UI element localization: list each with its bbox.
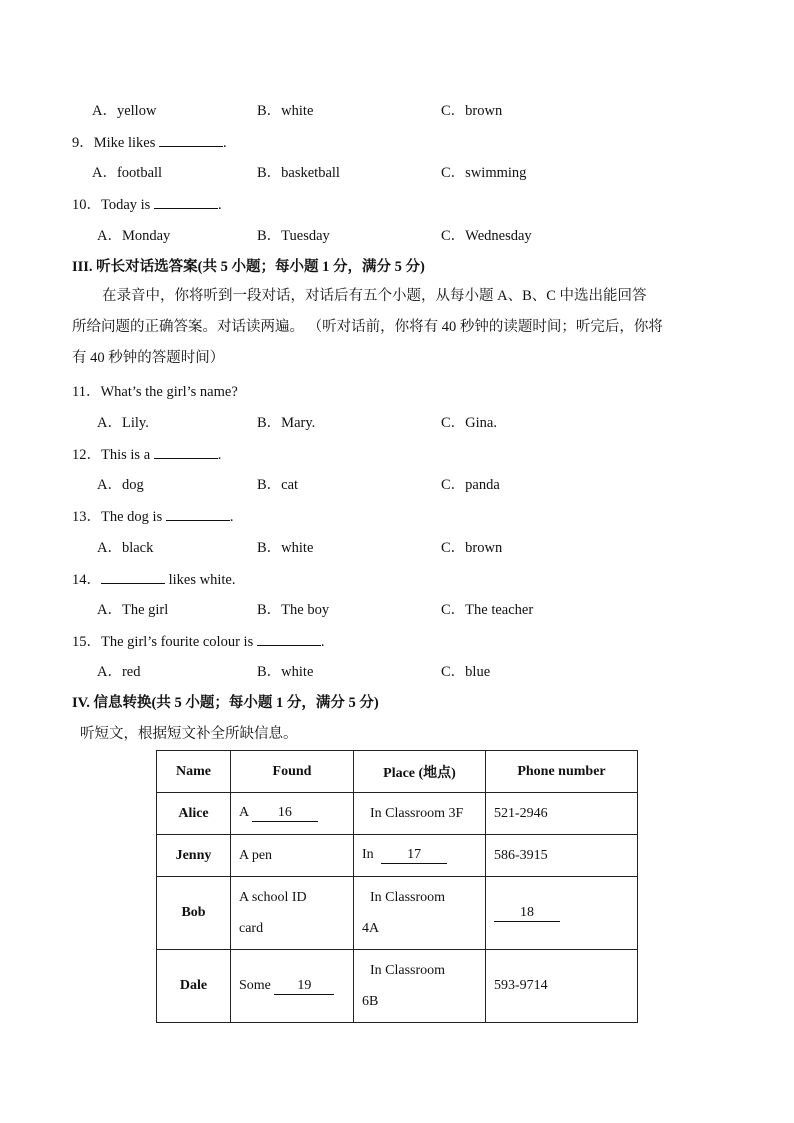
section-3-title: III. 听长对话选答案(共 5 小题；每小题 1 分，满分 5 分) <box>72 259 425 275</box>
place-line-2: 6B <box>362 994 379 1009</box>
found-prefix: A <box>239 805 249 820</box>
q14-stem-number: 14． <box>72 572 101 588</box>
q12-answer-blank <box>154 444 218 459</box>
section-3-instructions-line1: 在录音中，你将听到一段对话，对话后有五个小题，从每小题 A、B、C 中选出能回答 <box>102 288 647 304</box>
q10-option-a: A．Monday <box>97 228 171 244</box>
q13-answer-blank <box>166 506 230 521</box>
q10-answer-blank <box>154 194 218 209</box>
q11-option-c: C．Gina. <box>441 415 497 431</box>
q15-option-b: B．white <box>257 664 314 680</box>
q10-option-c: C．Wednesday <box>441 228 532 244</box>
q9-option-a: A．football <box>92 165 163 181</box>
row-found <box>231 950 354 1023</box>
q10-stem-text: 10．Today is <box>72 197 151 213</box>
place-line-2: 4A <box>362 921 380 936</box>
q15-option-a: A．red <box>97 664 141 680</box>
place-prefix: In <box>362 847 374 862</box>
answer-blank-19: 19 <box>274 978 334 995</box>
q9-option-c: C．swimming <box>441 165 527 181</box>
q8-option-b: B．white <box>257 103 314 119</box>
section-3-instructions-line2: 所给问题的正确答案。对话读两遍。 （听对话前，你将有 40 秒钟的读题时间；听完后，你将 <box>72 319 663 335</box>
header-found: Found <box>231 751 354 793</box>
q10-option-b: B．Tuesday <box>257 228 330 244</box>
q14-answer-blank <box>101 569 165 584</box>
row-place: In Classroom 3F <box>354 793 486 835</box>
q13-stem-end: . <box>229 509 234 525</box>
table-header-row <box>157 751 638 793</box>
q8-option-c: C．brown <box>441 103 503 119</box>
row-phone: 593-9714 <box>486 950 638 1023</box>
q15-stem-text: 15．The girl’s fourite colour is <box>72 634 254 650</box>
q11-option-b: B．Mary. <box>257 415 316 431</box>
answer-blank-16: 16 <box>252 805 318 822</box>
info-table <box>156 750 638 1023</box>
q14-option-a: A．The girl <box>97 602 169 618</box>
row-name: Jenny <box>157 835 231 877</box>
place-line-1: In Classroom <box>370 890 446 905</box>
found-line-1: A school ID <box>239 890 307 905</box>
section-4-instruction: 听短文，根据短文补全所缺信息。 <box>80 726 298 742</box>
q14-stem <box>72 569 235 590</box>
q15-answer-blank <box>257 631 321 646</box>
q9-stem <box>72 132 227 153</box>
q14-option-b: B．The boy <box>257 602 330 618</box>
table-row <box>157 793 638 835</box>
q12-stem-text: 12．This is a <box>72 447 151 463</box>
row-phone <box>486 877 638 950</box>
row-place <box>354 835 486 877</box>
q12-stem-end: . <box>217 447 222 463</box>
header-phone: Phone number <box>486 751 638 793</box>
q15-option-c: C．blue <box>441 664 491 680</box>
table-row <box>157 877 638 950</box>
q14-stem-text: likes white. <box>168 572 236 588</box>
q8-option-a: A．yellow <box>92 103 157 119</box>
q13-option-c: C．brown <box>441 540 503 556</box>
q9-answer-blank <box>159 132 223 147</box>
q14-option-c: C．The teacher <box>441 602 534 618</box>
q13-option-a: A．black <box>97 540 154 556</box>
q10-stem <box>72 194 222 215</box>
row-name: Dale <box>157 950 231 1023</box>
q13-option-b: B．white <box>257 540 314 556</box>
place-line-1: In Classroom <box>370 963 446 978</box>
q9-option-b: B．basketball <box>257 165 340 181</box>
answer-blank-18: 18 <box>494 905 560 922</box>
row-phone: 521-2946 <box>486 793 638 835</box>
q13-stem <box>72 506 233 527</box>
row-found <box>231 793 354 835</box>
section-3-instructions-line3: 有 40 秒钟的答题时间） <box>72 350 225 366</box>
table-row <box>157 835 638 877</box>
row-place <box>354 877 486 950</box>
q15-stem <box>72 631 324 652</box>
row-phone: 586-3915 <box>486 835 638 877</box>
row-found: A pen <box>231 835 354 877</box>
row-found <box>231 877 354 950</box>
q12-option-b: B．cat <box>257 477 299 493</box>
header-name: Name <box>157 751 231 793</box>
q12-option-a: A．dog <box>97 477 144 493</box>
q11-stem: 11．What’s the girl’s name? <box>72 384 238 400</box>
row-place <box>354 950 486 1023</box>
q10-stem-end: . <box>217 197 222 213</box>
q13-stem-text: 13．The dog is <box>72 509 163 525</box>
row-name: Alice <box>157 793 231 835</box>
q12-option-c: C．panda <box>441 477 500 493</box>
q12-stem <box>72 444 221 465</box>
answer-blank-17: 17 <box>381 847 447 864</box>
found-line-2: card <box>239 921 264 936</box>
q11-option-a: A．Lily. <box>97 415 149 431</box>
q9-stem-text: 9．Mike likes <box>72 135 156 151</box>
row-name: Bob <box>157 877 231 950</box>
found-prefix: Some <box>239 977 271 993</box>
header-place: Place (地点) <box>354 751 486 793</box>
section-4-title: IV. 信息转换(共 5 小题；每小题 1 分，满分 5 分) <box>72 695 379 711</box>
q15-stem-end: . <box>320 634 325 650</box>
q9-stem-end: . <box>223 135 227 151</box>
table-row <box>157 950 638 1023</box>
